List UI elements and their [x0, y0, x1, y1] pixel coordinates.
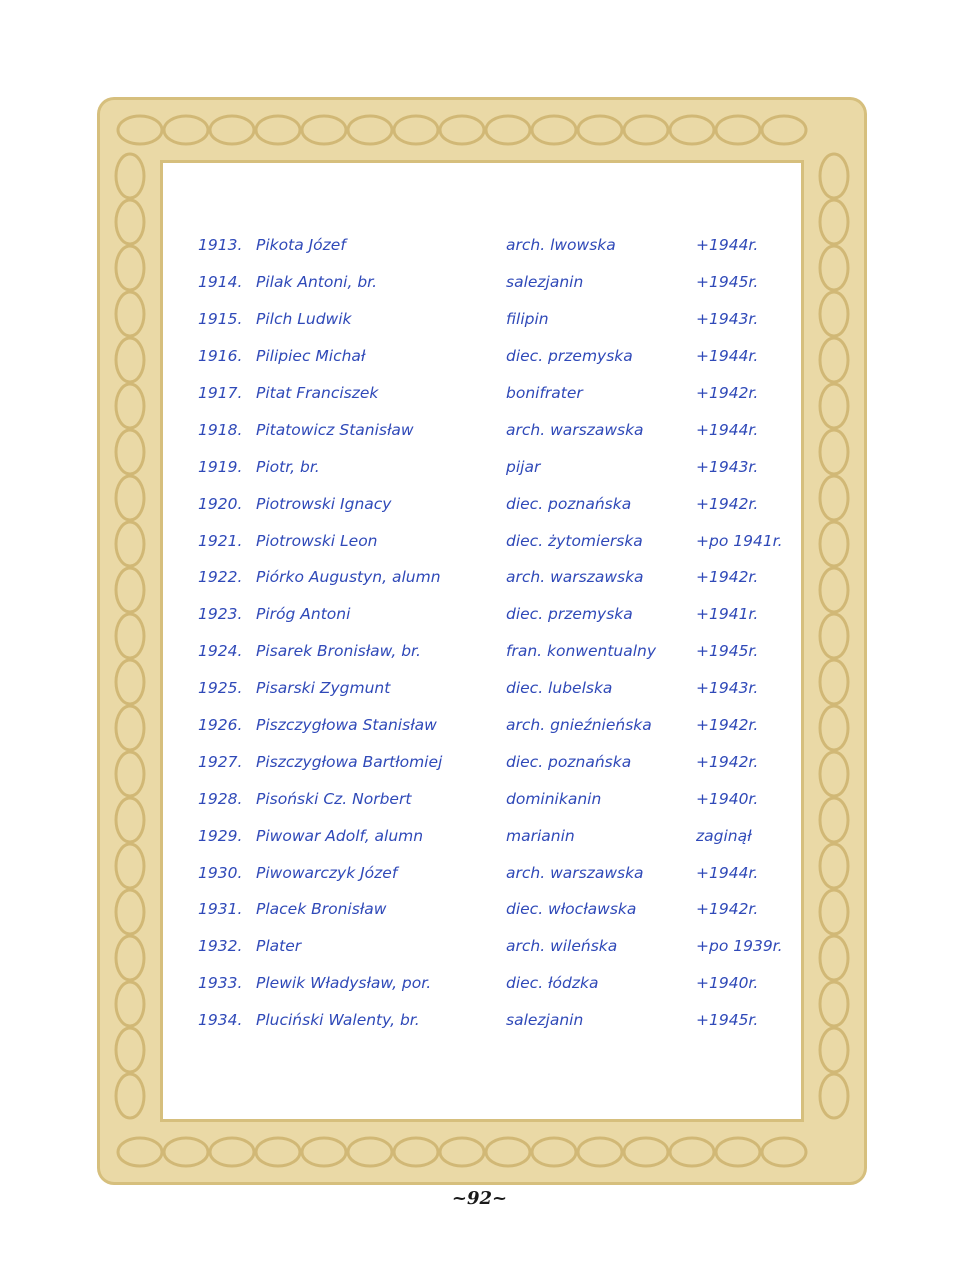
entry-name: Piszczygłowa Bartłomiej — [256, 752, 443, 771]
entry-number: 1930. — [198, 863, 243, 882]
entry-affiliation: pijar — [506, 457, 541, 476]
list-item — [198, 375, 798, 412]
entry-death: +1944r. — [696, 420, 759, 439]
entry-death: +1943r. — [696, 310, 759, 329]
entry-name: Plewik Władysław, por. — [256, 974, 432, 993]
entry-name: Pitatowicz Stanisław — [256, 420, 414, 439]
entry-affiliation: diec. łódzka — [506, 974, 599, 993]
entry-death: +1942r. — [696, 568, 759, 587]
list-item — [198, 522, 798, 559]
entry-number: 1916. — [198, 347, 243, 366]
entry-death: +1944r. — [696, 863, 759, 882]
entry-affiliation: salezjanin — [506, 273, 584, 292]
entry-number: 1932. — [198, 937, 243, 956]
entry-death: +1942r. — [696, 494, 759, 513]
entry-name: Pilch Ludwik — [256, 310, 352, 329]
entry-affiliation: fran. konwentualny — [506, 642, 657, 661]
list-item — [198, 264, 798, 301]
entry-name: Piróg Antoni — [256, 605, 351, 624]
entry-death: +1942r. — [696, 716, 759, 735]
entry-name: Piszczygłowa Stanisław — [256, 716, 437, 735]
entry-affiliation: diec. poznańska — [506, 752, 632, 771]
list-item — [198, 854, 798, 891]
list-item — [198, 743, 798, 780]
entry-affiliation: arch. warszawska — [506, 420, 644, 439]
entry-affiliation: salezjanin — [506, 1011, 584, 1030]
entry-death: +1941r. — [696, 605, 759, 624]
entry-affiliation: diec. lubelska — [506, 679, 613, 698]
list-item — [198, 707, 798, 744]
entry-death: +1945r. — [696, 1011, 759, 1030]
entry-affiliation: diec. włocławska — [506, 900, 637, 919]
entry-name: Plater — [256, 937, 302, 956]
entry-death: +po 1941r. — [696, 531, 783, 550]
entry-number: 1928. — [198, 789, 243, 808]
list-item — [198, 928, 798, 965]
list-item — [198, 1002, 798, 1039]
entry-name: Piwowar Adolf, alumn — [256, 826, 424, 845]
entry-death: +1944r. — [696, 347, 759, 366]
entry-affiliation: diec. poznańska — [506, 494, 632, 513]
entry-name: Piwowarczyk Józef — [256, 863, 398, 882]
list-item — [198, 670, 798, 707]
entry-name: Pluciński Walenty, br. — [256, 1011, 420, 1030]
list-item — [198, 891, 798, 928]
entry-number: 1929. — [198, 826, 243, 845]
entry-affiliation: bonifrater — [506, 384, 583, 402]
entry-death: +1942r. — [696, 384, 759, 402]
entry-death: zaginął — [696, 826, 752, 845]
entry-number: 1934. — [198, 1011, 243, 1030]
entry-name: Pisarski Zygmunt — [256, 679, 391, 698]
entry-number: 1933. — [198, 974, 243, 993]
entry-number: 1925. — [198, 679, 243, 698]
list-item — [198, 965, 798, 1002]
list-item — [198, 485, 798, 522]
entry-name: Piotr, br. — [256, 457, 320, 476]
entry-name: Pilak Antoni, br. — [256, 273, 378, 292]
entry-number: 1923. — [198, 605, 243, 624]
entry-death: +1940r. — [696, 974, 759, 993]
list-item — [198, 227, 798, 264]
entry-name: Pitat Franciszek — [256, 384, 379, 402]
entry-affiliation: diec. żytomierska — [506, 531, 643, 550]
entry-name: Piórko Augustyn, alumn — [256, 568, 441, 587]
entry-affiliation: arch. warszawska — [506, 863, 644, 882]
list-item — [198, 780, 798, 817]
entry-death: +1942r. — [696, 752, 759, 771]
entry-number: 1915. — [198, 310, 243, 329]
entry-name: Piotrowski Leon — [256, 531, 378, 550]
entry-number: 1921. — [198, 531, 243, 550]
entry-death: +1943r. — [696, 457, 759, 476]
entry-name: Pikota Józef — [256, 236, 346, 255]
entry-affiliation: dominikanin — [506, 789, 602, 808]
entry-affiliation: marianin — [506, 826, 575, 845]
entry-number: 1926. — [198, 716, 243, 735]
entry-number: 1927. — [198, 752, 243, 771]
entry-number: 1922. — [198, 568, 243, 587]
entry-number: 1924. — [198, 642, 243, 661]
entry-death: +1942r. — [696, 900, 759, 919]
entry-name: Pisarek Bronisław, br. — [256, 642, 421, 661]
entry-death: +1944r. — [696, 236, 759, 255]
list-item — [198, 596, 798, 633]
list-item — [198, 411, 798, 448]
entry-death: +1945r. — [696, 273, 759, 292]
entry-number: 1913. — [198, 236, 243, 255]
entry-name: Pisoński Cz. Norbert — [256, 789, 412, 808]
list-item — [198, 633, 798, 670]
list-item — [198, 301, 798, 338]
entry-affiliation: diec. przemyska — [506, 605, 633, 624]
list-item — [198, 448, 798, 485]
entry-name: Pilipiec Michał — [256, 347, 366, 366]
entry-affiliation: diec. przemyska — [506, 347, 633, 366]
entry-name: Placek Bronisław — [256, 900, 387, 919]
entry-affiliation: filipin — [506, 310, 549, 329]
list-item — [198, 338, 798, 375]
entry-number: 1931. — [198, 900, 243, 919]
entry-list — [198, 227, 798, 1039]
entry-number: 1914. — [198, 273, 243, 292]
list-item — [198, 559, 798, 596]
entry-death: +1943r. — [696, 679, 759, 698]
entry-death: +1945r. — [696, 642, 759, 661]
entry-name: Piotrowski Ignacy — [256, 494, 392, 513]
entry-death: +1940r. — [696, 789, 759, 808]
entry-number: 1918. — [198, 420, 243, 439]
entry-number: 1917. — [198, 384, 243, 402]
entry-number: 1920. — [198, 494, 243, 513]
entry-number: 1919. — [198, 457, 243, 476]
entry-affiliation: arch. gnieźnieńska — [506, 716, 652, 735]
page-number: ~92~ — [451, 1188, 508, 1209]
entry-affiliation: arch. lwowska — [506, 236, 616, 255]
entry-affiliation: arch. warszawska — [506, 568, 644, 587]
list-item — [198, 817, 798, 854]
entry-death: +po 1939r. — [696, 937, 783, 956]
entry-affiliation: arch. wileńska — [506, 937, 618, 956]
